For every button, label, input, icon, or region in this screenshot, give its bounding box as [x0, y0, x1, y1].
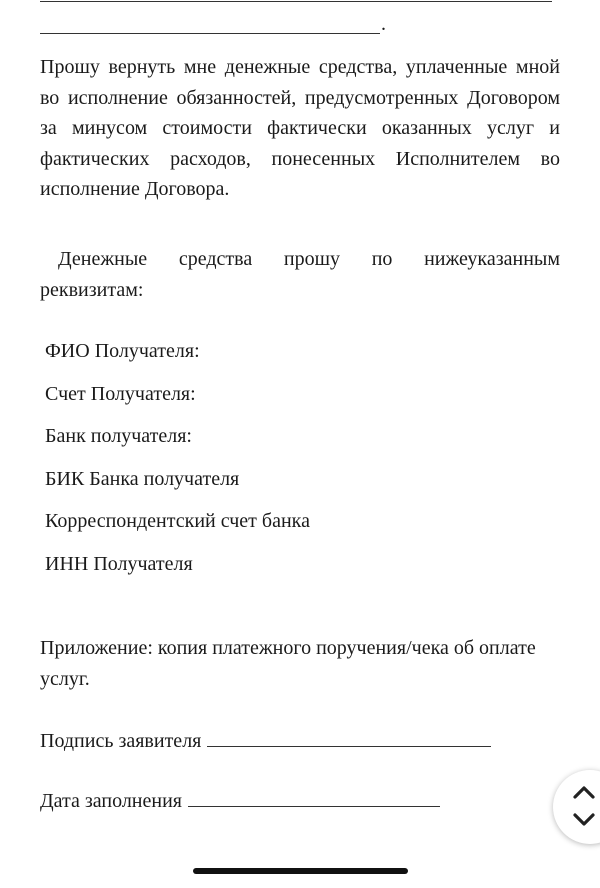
field-recipient-account: Счет Получателя: — [45, 382, 196, 405]
fill-in-line — [40, 33, 380, 34]
applicant-signature-label: Подпись заявителя — [40, 730, 202, 752]
fill-in-line — [40, 1, 552, 2]
chevron-down-icon — [571, 810, 597, 830]
signature-blank — [207, 728, 491, 747]
chevron-up-icon — [571, 782, 597, 802]
field-recipient-bank: Банк получателя: — [45, 425, 192, 448]
line-end-period: . — [381, 13, 386, 35]
date-blank — [188, 788, 440, 807]
fill-date-label: Дата заполнения — [40, 790, 182, 812]
scroll-down-button[interactable] — [571, 810, 597, 830]
fill-date-line — [40, 786, 440, 816]
applicant-signature-line — [40, 726, 491, 756]
attachment-note: Приложение: копия платежного поручения/чека об оплате услуг. — [40, 637, 536, 690]
field-recipient-inn: ИНН Получателя — [45, 552, 193, 575]
page-scroll-control — [553, 770, 600, 844]
bank-details-request-paragraph: Денежные средства прошу по нижеуказанным реквизитам: — [40, 248, 560, 301]
field-correspondent-account: Корреспондентский счет банка — [45, 510, 310, 533]
field-recipient-name: ФИО Получателя: — [45, 340, 200, 362]
recipient-details-list — [45, 336, 310, 592]
scroll-up-button[interactable] — [571, 782, 597, 802]
home-indicator[interactable] — [193, 868, 408, 874]
refund-request-paragraph: Прошу вернуть мне денежные средства, уплаченные мной во исполнение обязанностей, предусмотренных Договором за минусом стоимости фактически оказанных услуг и фактических расходов, понесенных Исполнителем во исполнение Договора. — [40, 56, 560, 200]
field-bank-bik: БИК Банка получателя — [45, 467, 240, 490]
